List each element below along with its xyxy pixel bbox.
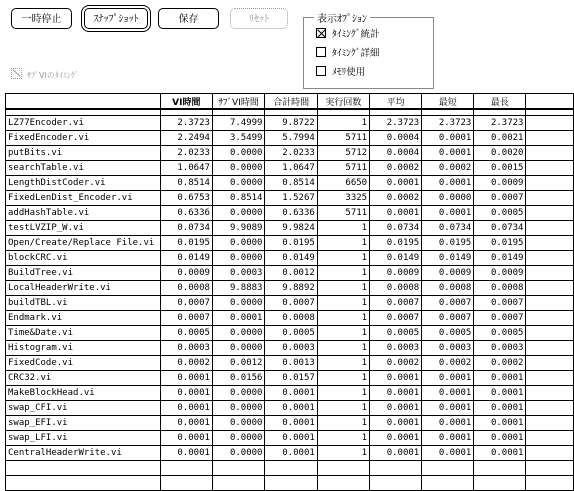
value-cell: 0.0000 <box>212 236 265 251</box>
value-cell: 0.0001 <box>160 371 212 386</box>
table-row[interactable] <box>6 221 574 236</box>
checkbox-disabled-icon <box>11 68 22 79</box>
value-cell: 0.8514 <box>265 176 317 191</box>
value-cell: 0.0001 <box>265 446 317 461</box>
value-cell: 0.0005 <box>370 326 422 341</box>
value-cell: 0.6336 <box>160 206 212 221</box>
value-cell: 1 <box>317 221 369 236</box>
value-cell: 0.0001 <box>422 401 474 416</box>
blank-cell <box>526 341 574 356</box>
checkbox-unchecked-icon <box>316 47 326 57</box>
value-cell: 6650 <box>317 176 369 191</box>
value-cell: 9.8892 <box>265 281 317 296</box>
value-cell: 0.0008 <box>474 281 526 296</box>
value-cell: 0.0001 <box>422 446 474 461</box>
value-cell: 0.0005 <box>474 206 526 221</box>
blank-cell <box>526 386 574 401</box>
vi-name-cell: swap_LFI.vi <box>6 431 161 446</box>
vi-name-cell: LengthDistCoder.vi <box>6 176 161 191</box>
save-button[interactable]: 保存 <box>158 8 219 29</box>
value-cell: 0.0149 <box>422 251 474 266</box>
value-cell: 0.0009 <box>474 176 526 191</box>
value-cell: 0.0001 <box>474 446 526 461</box>
value-cell: 0.0012 <box>265 266 317 281</box>
value-cell: 0.0001 <box>160 386 212 401</box>
value-cell: 0.0003 <box>474 341 526 356</box>
value-cell: 0.0003 <box>422 341 474 356</box>
blank-cell <box>526 191 574 206</box>
value-cell: 2.3723 <box>370 116 422 131</box>
table-row[interactable] <box>6 386 574 401</box>
value-cell: 1 <box>317 251 369 266</box>
value-cell: 5711 <box>317 206 369 221</box>
value-cell: 0.0149 <box>370 251 422 266</box>
table-row[interactable] <box>6 191 574 206</box>
checkbox-label: ｻﾌﾞVIのﾀｲﾐﾝｸﾞ <box>27 71 79 80</box>
value-cell: 0.0003 <box>265 341 317 356</box>
vi-name-cell: addHashTable.vi <box>6 206 161 221</box>
blank-cell <box>526 281 574 296</box>
value-cell: 0.0195 <box>370 236 422 251</box>
vi-name-cell: testLVZIP_W.vi <box>6 221 161 236</box>
table-row[interactable] <box>6 251 574 266</box>
empty-cell <box>422 476 474 491</box>
value-cell: 1 <box>317 401 369 416</box>
vi-name-cell: swap_EFI.vi <box>6 416 161 431</box>
table-row[interactable] <box>6 446 574 461</box>
value-cell: 3325 <box>317 191 369 206</box>
value-cell: 0.0002 <box>160 356 212 371</box>
vi-name-cell: buildTBL.vi <box>6 296 161 311</box>
table-row[interactable] <box>6 116 574 131</box>
value-cell: 0.0195 <box>160 236 212 251</box>
value-cell: 0.0195 <box>265 236 317 251</box>
snapshot-button[interactable]: ｽﾅｯﾌﾟｼｮｯﾄ <box>84 8 148 29</box>
blank-cell <box>526 206 574 221</box>
value-cell: 0.0149 <box>474 251 526 266</box>
value-cell: 0.0000 <box>212 386 265 401</box>
blank-cell <box>526 431 574 446</box>
value-cell: 0.0003 <box>370 341 422 356</box>
column-header[interactable] <box>6 94 161 110</box>
value-cell: 1 <box>317 446 369 461</box>
value-cell: 5.7994 <box>265 131 317 146</box>
value-cell: 0.0008 <box>265 311 317 326</box>
value-cell: 0.0001 <box>370 401 422 416</box>
table-row[interactable] <box>6 131 574 146</box>
vi-name-cell: searchTable.vi <box>6 161 161 176</box>
value-cell: 0.0001 <box>422 206 474 221</box>
value-cell: 0.0002 <box>370 356 422 371</box>
value-cell: 0.0001 <box>474 416 526 431</box>
checkbox-memory-usage[interactable] <box>316 66 365 78</box>
value-cell: 1 <box>317 371 369 386</box>
value-cell: 0.0001 <box>160 416 212 431</box>
subvi-timing-checkbox <box>11 68 79 81</box>
table-row[interactable] <box>6 431 574 446</box>
empty-cell <box>474 476 526 491</box>
empty-cell <box>317 476 369 491</box>
value-cell: 0.0195 <box>422 236 474 251</box>
value-cell: 1 <box>317 341 369 356</box>
value-cell: 0.0005 <box>422 326 474 341</box>
value-cell: 0.0000 <box>212 326 265 341</box>
value-cell: 0.0007 <box>422 311 474 326</box>
vi-name-cell: swap_CFI.vi <box>6 401 161 416</box>
checkbox-label: ﾀｲﾐﾝｸﾞ統計 <box>332 29 380 40</box>
empty-cell <box>265 476 317 491</box>
empty-cell <box>160 461 212 476</box>
vi-name-cell: MakeBlockHead.vi <box>6 386 161 401</box>
value-cell: 0.0001 <box>370 206 422 221</box>
vi-name-cell: Time&Date.vi <box>6 326 161 341</box>
value-cell: 0.0003 <box>212 266 265 281</box>
value-cell: 0.0001 <box>474 371 526 386</box>
value-cell: 0.0001 <box>370 431 422 446</box>
empty-cell <box>422 461 474 476</box>
column-header[interactable]: 最長 <box>474 94 526 110</box>
value-cell: 0.0001 <box>370 416 422 431</box>
column-header[interactable]: 実行回数 <box>317 94 369 110</box>
value-cell: 0.0001 <box>422 131 474 146</box>
column-header[interactable]: 最短 <box>422 94 474 110</box>
value-cell: 0.0001 <box>265 431 317 446</box>
blank-cell <box>526 416 574 431</box>
vi-name-cell: FixedCode.vi <box>6 356 161 371</box>
value-cell: 0.0008 <box>370 281 422 296</box>
value-cell: 0.0000 <box>212 401 265 416</box>
vi-name-cell: Open/Create/Replace File.vi <box>6 236 161 251</box>
value-cell: 0.6753 <box>160 191 212 206</box>
value-cell: 0.0007 <box>422 296 474 311</box>
value-cell: 1 <box>317 416 369 431</box>
value-cell: 0.0012 <box>212 356 265 371</box>
vi-name-cell: Histogram.vi <box>6 341 161 356</box>
value-cell: 5712 <box>317 146 369 161</box>
checkbox-checked-icon <box>316 28 326 38</box>
value-cell: 0.0007 <box>474 191 526 206</box>
value-cell: 0.0001 <box>474 431 526 446</box>
blank-cell <box>526 266 574 281</box>
table-row[interactable] <box>6 326 574 341</box>
vi-name-cell: BuildTree.vi <box>6 266 161 281</box>
value-cell: 2.3723 <box>474 116 526 131</box>
value-cell: 1 <box>317 356 369 371</box>
value-cell: 0.0007 <box>265 296 317 311</box>
value-cell: 0.0734 <box>474 221 526 236</box>
value-cell: 0.0149 <box>160 251 212 266</box>
value-cell: 1 <box>317 311 369 326</box>
value-cell: 0.0001 <box>160 431 212 446</box>
value-cell: 2.0233 <box>265 146 317 161</box>
column-header[interactable]: ｻﾌﾞVI時間 <box>212 94 265 110</box>
value-cell: 0.0002 <box>370 161 422 176</box>
column-header[interactable]: 平均 <box>370 94 422 110</box>
value-cell: 0.0015 <box>474 161 526 176</box>
value-cell: 0.0001 <box>265 416 317 431</box>
blank-cell <box>526 371 574 386</box>
value-cell: 0.0007 <box>370 311 422 326</box>
blank-cell <box>526 116 574 131</box>
vi-name-cell: LocalHeaderWrite.vi <box>6 281 161 296</box>
value-cell: 0.0004 <box>370 131 422 146</box>
value-cell: 0.0008 <box>160 281 212 296</box>
table-row[interactable] <box>6 371 574 386</box>
value-cell: 0.0000 <box>212 341 265 356</box>
vi-name-cell: FixedLenDist_Encoder.vi <box>6 191 161 206</box>
value-cell: 0.0002 <box>474 356 526 371</box>
value-cell: 0.0157 <box>265 371 317 386</box>
vi-name-cell: blockCRC.vi <box>6 251 161 266</box>
value-cell: 2.3723 <box>160 116 212 131</box>
value-cell: 0.0009 <box>474 266 526 281</box>
value-cell: 9.8722 <box>265 116 317 131</box>
value-cell: 0.0002 <box>422 356 474 371</box>
reset-button-disabled: ﾘｾｯﾄ <box>230 8 288 29</box>
value-cell: 1.0647 <box>160 161 212 176</box>
vi-name-cell: putBits.vi <box>6 146 161 161</box>
empty-cell <box>370 461 422 476</box>
table-row[interactable] <box>6 146 574 161</box>
column-header[interactable]: VI時間 <box>160 94 212 110</box>
blank-cell <box>526 176 574 191</box>
value-cell: 0.0001 <box>370 386 422 401</box>
empty-row <box>6 476 574 491</box>
column-header[interactable] <box>526 94 574 110</box>
value-cell: 0.0000 <box>212 296 265 311</box>
value-cell: 1 <box>317 431 369 446</box>
value-cell: 0.0005 <box>265 326 317 341</box>
value-cell: 0.0001 <box>370 176 422 191</box>
value-cell: 0.0001 <box>422 416 474 431</box>
blank-cell <box>526 296 574 311</box>
blank-cell <box>526 356 574 371</box>
value-cell: 7.4999 <box>212 116 265 131</box>
value-cell: 0.0001 <box>474 386 526 401</box>
value-cell: 0.0001 <box>370 371 422 386</box>
value-cell: 0.0002 <box>370 191 422 206</box>
value-cell: 0.0734 <box>422 221 474 236</box>
blank-cell <box>526 326 574 341</box>
value-cell: 0.0001 <box>422 176 474 191</box>
value-cell: 0.0001 <box>422 371 474 386</box>
blank-cell <box>526 236 574 251</box>
value-cell: 1 <box>317 296 369 311</box>
value-cell: 0.0734 <box>160 221 212 236</box>
empty-cell <box>212 476 265 491</box>
value-cell: 1 <box>317 386 369 401</box>
value-cell: 2.3723 <box>422 116 474 131</box>
blank-cell <box>526 311 574 326</box>
value-cell: 1.0647 <box>265 161 317 176</box>
value-cell: 0.8514 <box>160 176 212 191</box>
column-header[interactable]: 合計時間 <box>265 94 317 110</box>
vi-name-cell: LZ77Encoder.vi <box>6 116 161 131</box>
profile-table <box>5 93 574 491</box>
value-cell: 0.0001 <box>265 401 317 416</box>
value-cell: 0.0000 <box>212 416 265 431</box>
table-row[interactable] <box>6 161 574 176</box>
empty-row <box>6 461 574 476</box>
value-cell: 9.8883 <box>212 281 265 296</box>
table-row[interactable] <box>6 311 574 326</box>
table-row[interactable] <box>6 176 574 191</box>
vi-name-cell: CRC32.vi <box>6 371 161 386</box>
value-cell: 0.0001 <box>370 446 422 461</box>
value-cell: 0.0005 <box>160 326 212 341</box>
value-cell: 0.0007 <box>474 296 526 311</box>
empty-cell <box>317 461 369 476</box>
value-cell: 9.9089 <box>212 221 265 236</box>
blank-cell <box>526 131 574 146</box>
value-cell: 0.0020 <box>474 146 526 161</box>
value-cell: 0.0007 <box>474 311 526 326</box>
checkbox-label: ﾒﾓﾘ使用 <box>332 67 366 78</box>
table-row[interactable] <box>6 281 574 296</box>
value-cell: 0.6336 <box>265 206 317 221</box>
value-cell: 5711 <box>317 131 369 146</box>
empty-cell <box>526 461 574 476</box>
empty-cell <box>370 476 422 491</box>
vi-name-cell: CentralHeaderWrite.vi <box>6 446 161 461</box>
checkbox-timing-stats[interactable] <box>316 28 380 40</box>
value-cell: 0.0013 <box>265 356 317 371</box>
value-cell: 0.0000 <box>212 251 265 266</box>
empty-cell <box>212 461 265 476</box>
value-cell: 0.0001 <box>422 146 474 161</box>
value-cell: 5711 <box>317 161 369 176</box>
empty-cell <box>474 461 526 476</box>
value-cell: 0.0009 <box>370 266 422 281</box>
blank-cell <box>526 401 574 416</box>
value-cell: 0.0000 <box>212 176 265 191</box>
vi-name-cell: FixedEncoder.vi <box>6 131 161 146</box>
value-cell: 0.0008 <box>422 281 474 296</box>
value-cell: 3.5499 <box>212 131 265 146</box>
value-cell: 0.0000 <box>212 446 265 461</box>
table-row[interactable] <box>6 356 574 371</box>
value-cell: 0.0001 <box>160 401 212 416</box>
blank-cell <box>526 251 574 266</box>
value-cell: 0.0000 <box>212 206 265 221</box>
vi-name-cell: Endmark.vi <box>6 311 161 326</box>
value-cell: 0.0003 <box>160 341 212 356</box>
empty-cell <box>526 476 574 491</box>
value-cell: 0.0007 <box>370 296 422 311</box>
value-cell: 0.0734 <box>370 221 422 236</box>
empty-cell <box>6 476 161 491</box>
value-cell: 0.0001 <box>265 386 317 401</box>
value-cell: 0.0000 <box>212 431 265 446</box>
table-row[interactable] <box>6 341 574 356</box>
value-cell: 0.0001 <box>474 401 526 416</box>
blank-cell <box>526 161 574 176</box>
value-cell: 0.0001 <box>422 431 474 446</box>
value-cell: 0.0001 <box>212 311 265 326</box>
value-cell: 0.0007 <box>160 311 212 326</box>
display-options-title: 表示ｵﾌﾟｼｮﾝ <box>314 10 370 25</box>
value-cell: 1.5267 <box>265 191 317 206</box>
value-cell: 0.0001 <box>422 386 474 401</box>
table-row[interactable] <box>6 416 574 431</box>
table-row[interactable] <box>6 206 574 221</box>
stop-button[interactable]: 一時停止 <box>11 8 72 29</box>
table-row[interactable] <box>6 236 574 251</box>
value-cell: 0.8514 <box>212 191 265 206</box>
table-row[interactable] <box>6 296 574 311</box>
value-cell: 0.0001 <box>160 446 212 461</box>
value-cell: 0.0000 <box>212 146 265 161</box>
value-cell: 1 <box>317 266 369 281</box>
value-cell: 0.0195 <box>474 236 526 251</box>
value-cell: 9.9824 <box>265 221 317 236</box>
value-cell: 0.0000 <box>212 161 265 176</box>
empty-cell <box>6 461 161 476</box>
blank-cell <box>526 221 574 236</box>
value-cell: 1 <box>317 116 369 131</box>
value-cell: 0.0156 <box>212 371 265 386</box>
value-cell: 0.0021 <box>474 131 526 146</box>
value-cell: 0.0005 <box>474 326 526 341</box>
value-cell: 0.0009 <box>160 266 212 281</box>
empty-cell <box>160 476 212 491</box>
checkbox-unchecked-icon <box>316 66 326 76</box>
checkbox-label: ﾀｲﾐﾝｸﾞ詳細 <box>332 48 380 59</box>
value-cell: 0.0004 <box>370 146 422 161</box>
empty-cell <box>265 461 317 476</box>
value-cell: 2.2494 <box>160 131 212 146</box>
value-cell: 1 <box>317 281 369 296</box>
table-row[interactable] <box>6 266 574 281</box>
checkbox-timing-detail[interactable] <box>316 47 380 59</box>
value-cell: 1 <box>317 236 369 251</box>
value-cell: 0.0007 <box>160 296 212 311</box>
value-cell: 1 <box>317 326 369 341</box>
blank-cell <box>526 146 574 161</box>
value-cell: 0.0002 <box>422 161 474 176</box>
table-row[interactable] <box>6 401 574 416</box>
value-cell: 2.0233 <box>160 146 212 161</box>
blank-cell <box>526 446 574 461</box>
value-cell: 0.0000 <box>422 191 474 206</box>
value-cell: 0.0009 <box>422 266 474 281</box>
value-cell: 0.0149 <box>265 251 317 266</box>
